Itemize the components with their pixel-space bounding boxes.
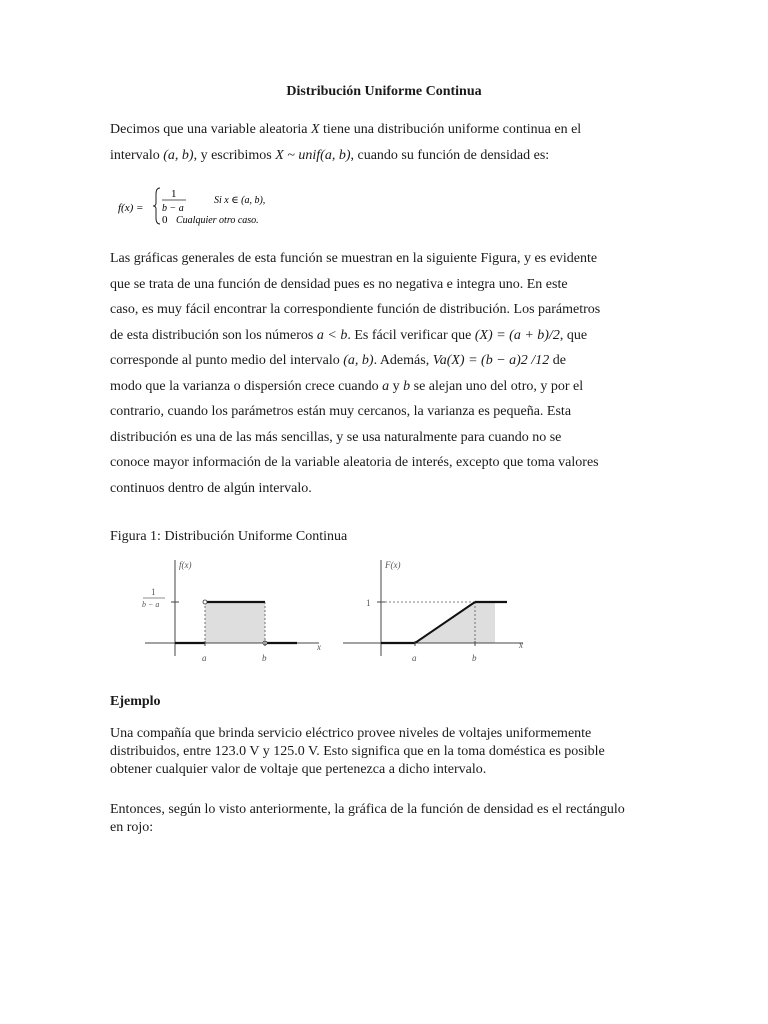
formula-zero: 0 — [162, 214, 168, 226]
cdf-shaded-area — [415, 602, 495, 643]
formula-brace — [153, 188, 160, 224]
pdf-tick-b: b — [262, 653, 267, 663]
pdf-level-numerator: 1 — [151, 587, 156, 597]
math-notation: X ~ unif(a, b) — [275, 147, 351, 163]
cdf-y-label: F(x) — [385, 560, 401, 570]
pdf-tick-a: a — [202, 653, 207, 663]
example-paragraph-2: Entonces, según lo visto anteriormente, la gráfica de la función de densidad es el rectángulo en rojo: — [110, 802, 625, 835]
formula-lhs: f(x) = — [118, 202, 144, 214]
uniform-pdf-graph — [135, 556, 330, 666]
cdf-tick-b: b — [472, 653, 477, 663]
intro-paragraph: Decimos que una variable aleatoria X tiene una distribución uniforme continua en el intervalo (a, b), y escribimos X ~ unif(a, b), cuando su función de densidad es: — [110, 122, 582, 163]
density-formula — [116, 184, 316, 228]
pdf-shaded-area — [205, 602, 265, 643]
cdf-x-label: x — [519, 640, 523, 650]
math-interval: (a, b) — [163, 147, 194, 163]
uniform-cdf-graph — [335, 556, 535, 666]
formula-condition-1: Si x ∈ (a, b), — [214, 195, 266, 206]
pdf-level-denominator: b − a — [142, 600, 160, 609]
figure-caption: Figura 1: Distribución Uniforme Continua — [110, 529, 348, 544]
body-paragraph: Las gráficas generales de esta función se muestran en la siguiente Figura, y es evidente que se trata de una función de densidad pues es no negativa e integra uno. En este caso, es muy fácil encontrar la correspondiente función de distribución. Los parámetros de esta distribución son los números a < b. Es fácil verificar que (X) = (a + b)/2, que corresponde al punto medio del intervalo (a, b). Además, Va(X) = (b − a)2 /12 de modo que la varianza o dispersión crece cuando a y b se alejan uno del otro, y por el contrario, cuando los parámetros están muy cercanos, la varianza es pequeña. Esta distribución es una de las más sencillas, y se usa naturalmente para cuando no se conoce mayor información de la variable aleatoria de interés, excepto que toma valores continuos dentro de algún intervalo. — [110, 251, 601, 496]
pdf-x-label: x — [317, 642, 321, 652]
formula-denominator: b − a — [162, 203, 184, 214]
math-x: X — [310, 122, 320, 137]
example-paragraph-1: Una compañía que brinda servicio eléctrico provee niveles de voltajes uniformemente distribuidos, entre 123.0 V y 125.0 V. Esto significa que en la toma doméstica es posible obtener cualquier valor de voltaje que pertenezca a dicho intervalo. — [110, 726, 605, 777]
cdf-tick-a: a — [412, 653, 417, 663]
formula-numerator: 1 — [171, 188, 177, 200]
formula-condition-2: Cualquier otro caso. — [176, 215, 259, 226]
example-heading: Ejemplo — [110, 694, 161, 709]
pdf-y-label: f(x) — [179, 560, 192, 570]
page-title: Distribución Uniforme Continua — [286, 84, 482, 99]
pdf-open-point-a — [203, 600, 207, 604]
cdf-level: 1 — [366, 598, 371, 608]
